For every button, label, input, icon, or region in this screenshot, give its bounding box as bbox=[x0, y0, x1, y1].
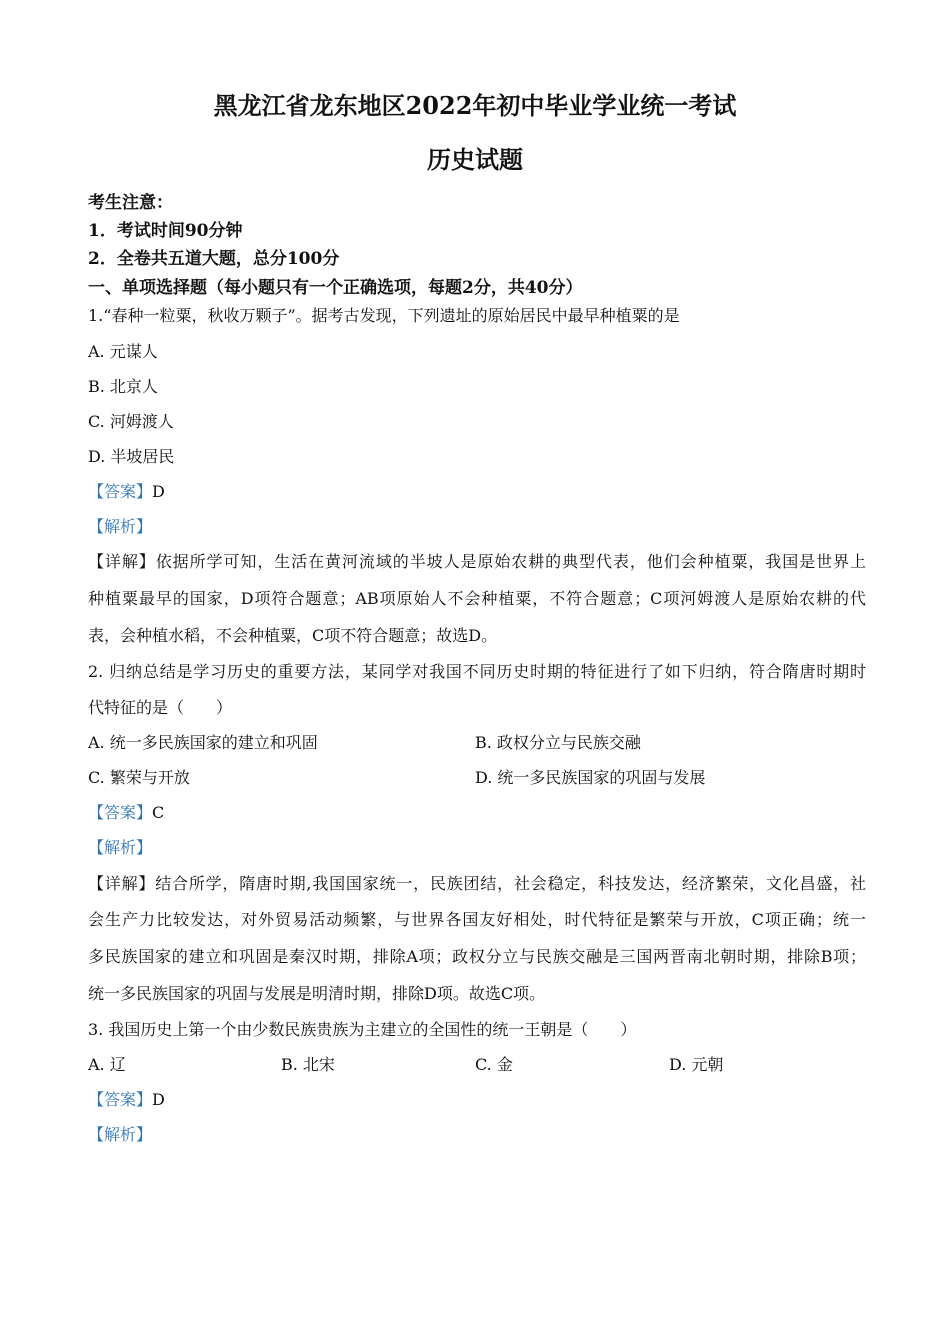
question-stem: 2. 归纳总结是学习历史的重要方法，某同学对我国不同历史时期的特征进行了如下归纳，符合隋唐时期时 bbox=[88, 662, 866, 681]
answer-value: D bbox=[152, 1090, 165, 1109]
option-b: B. 北宋 bbox=[281, 1055, 335, 1074]
answer-value: D bbox=[152, 482, 165, 501]
option-a: A. 辽 bbox=[88, 1055, 126, 1074]
detail-line: 【详解】结合所学，隋唐时期,我国国家统一，民族团结，社会稳定，科技发达，经济繁荣，文化昌盛，社 bbox=[88, 874, 866, 893]
question-stem: 3. 我国历史上第一个由少数民族贵族为主建立的全国性的统一王朝是（ ） bbox=[88, 1020, 637, 1039]
detail-line: 【详解】依据所学可知，生活在黄河流域的半坡人是原始农耕的典型代表，他们会种植粟，我国是世界上 bbox=[88, 552, 866, 571]
answer-label: 【答案】 bbox=[88, 1090, 153, 1109]
exam-subtitle: 历史试题 bbox=[427, 145, 523, 174]
analysis-label: 【解析】 bbox=[88, 1125, 153, 1144]
option-a: A. 元谋人 bbox=[88, 342, 158, 361]
notice-item: 1．考试时间90分钟 bbox=[88, 221, 243, 241]
answer-label: 【答案】 bbox=[88, 803, 153, 822]
notice-item: 2．全卷共五道大题，总分100分 bbox=[88, 249, 340, 269]
detail-line: 表，会种植水稻，不会种植粟，C项不符合题意；故选D。 bbox=[88, 626, 498, 645]
answer-row bbox=[88, 1087, 165, 1110]
question-stem: 1.“春种一粒粟，秋收万颗子”。据考古发现，下列遗址的原始居民中最早种植粟的是 bbox=[88, 306, 680, 325]
question-stem: 代特征的是（ ） bbox=[88, 698, 233, 717]
analysis-label: 【解析】 bbox=[88, 838, 153, 857]
answer-label: 【答案】 bbox=[88, 482, 153, 501]
answer-value: C bbox=[152, 803, 165, 822]
detail-label: 【详解】 bbox=[88, 874, 156, 893]
detail-label: 【详解】 bbox=[88, 552, 156, 571]
notice-heading: 考生注意： bbox=[88, 193, 173, 213]
detail-line: 会生产力比较发达，对外贸易活动频繁，与世界各国友好相处，时代特征是繁荣与开放，C项正确；统一 bbox=[88, 910, 866, 929]
option-c: C. 河姆渡人 bbox=[88, 412, 174, 431]
analysis-label: 【解析】 bbox=[88, 517, 153, 536]
option-b: B. 北京人 bbox=[88, 377, 158, 396]
exam-title: 黑龙江省龙东地区2022年初中毕业学业统一考试 bbox=[213, 91, 737, 120]
detail-line: 多民族国家的建立和巩固是秦汉时期，排除A项；政权分立与民族交融是三国两晋南北朝时期，排除B项； bbox=[88, 947, 866, 966]
detail-line: 种植粟最早的国家，D项符合题意；AB项原始人不会种植粟，不符合题意；C项河姆渡人是原始农耕的代 bbox=[88, 589, 866, 608]
option-b: B. 政权分立与民族交融 bbox=[475, 733, 641, 752]
detail-line: 统一多民族国家的巩固与发展是明清时期，排除D项。故选C项。 bbox=[88, 984, 546, 1003]
option-a: A. 统一多民族国家的建立和巩固 bbox=[88, 733, 318, 752]
section-heading: 一、单项选择题（每小题只有一个正确选项，每题2分，共40分） bbox=[88, 278, 583, 298]
answer-row bbox=[88, 479, 165, 502]
option-d: D. 半坡居民 bbox=[88, 447, 175, 466]
option-d: D. 统一多民族国家的巩固与发展 bbox=[475, 768, 706, 787]
option-c: C. 金 bbox=[475, 1055, 513, 1074]
answer-row bbox=[88, 800, 164, 823]
option-c: C. 繁荣与开放 bbox=[88, 768, 190, 787]
option-d: D. 元朝 bbox=[669, 1055, 724, 1074]
